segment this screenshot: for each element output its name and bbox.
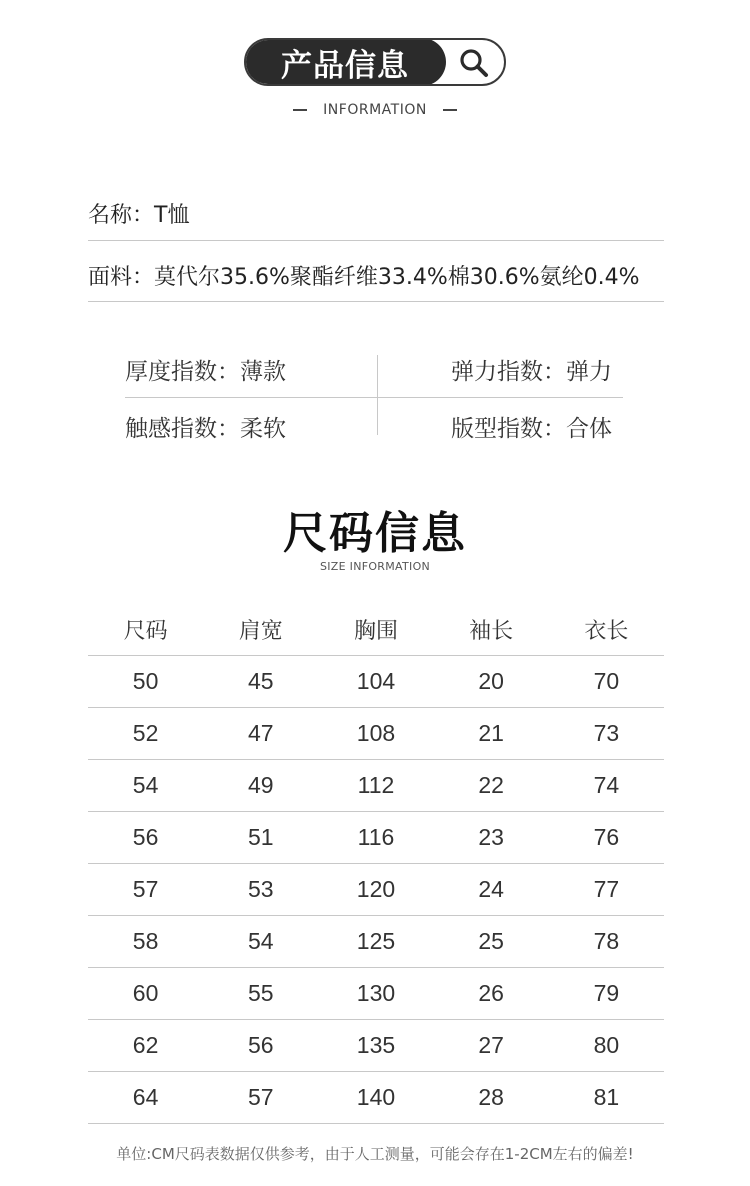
left-dash — [293, 109, 307, 111]
table-cell: 23 — [434, 812, 549, 864]
table-cell: 22 — [434, 760, 549, 812]
grid-divider — [125, 397, 623, 398]
touch-index: 触感指数：柔软 — [125, 416, 286, 442]
table-cell: 50 — [88, 656, 203, 708]
table-cell: 77 — [549, 864, 664, 916]
table-row — [88, 812, 664, 864]
table-cell: 73 — [549, 708, 664, 760]
column-header-length: 衣长 — [549, 604, 664, 656]
table-row — [88, 916, 664, 968]
table-cell: 52 — [88, 708, 203, 760]
table-cell: 79 — [549, 968, 664, 1020]
table-cell: 56 — [88, 812, 203, 864]
table-cell: 80 — [549, 1020, 664, 1072]
table-cell: 57 — [88, 864, 203, 916]
size-section-subtitle: SIZE INFORMATION — [319, 560, 431, 573]
size-section-title: 尺码信息 — [283, 508, 467, 559]
column-header-chest: 胸围 — [318, 604, 433, 656]
table-cell: 76 — [549, 812, 664, 864]
table-cell: 116 — [318, 812, 433, 864]
table-cell: 21 — [434, 708, 549, 760]
table-cell: 54 — [88, 760, 203, 812]
size-table — [88, 604, 664, 1124]
product-name: 名称：T恤 — [88, 203, 190, 228]
table-cell: 55 — [203, 968, 318, 1020]
column-header-size: 尺码 — [88, 604, 203, 656]
table-row — [88, 656, 664, 708]
table-cell: 78 — [549, 916, 664, 968]
table-cell: 27 — [434, 1020, 549, 1072]
column-header-sleeve: 袖长 — [434, 604, 549, 656]
table-cell: 49 — [203, 760, 318, 812]
table-cell: 140 — [318, 1072, 433, 1124]
product-fabric: 面料：莫代尔35.6%聚酯纤维33.4%棉30.6%氨纶0.4% — [88, 265, 640, 290]
table-cell: 20 — [434, 656, 549, 708]
fit-index: 版型指数：合体 — [451, 416, 612, 442]
table-cell: 54 — [203, 916, 318, 968]
header-subtitle — [0, 102, 750, 118]
table-cell: 104 — [318, 656, 433, 708]
elasticity-index: 弹力指数：弹力 — [451, 359, 612, 385]
divider — [88, 301, 664, 302]
table-cell: 57 — [203, 1072, 318, 1124]
table-cell: 64 — [88, 1072, 203, 1124]
table-cell: 135 — [318, 1020, 433, 1072]
table-row — [88, 864, 664, 916]
table-row — [88, 968, 664, 1020]
table-header-row — [88, 604, 664, 656]
table-cell: 74 — [549, 760, 664, 812]
table-cell: 81 — [549, 1072, 664, 1124]
table-cell: 51 — [203, 812, 318, 864]
measurement-note: 单位:CM尺码表数据仅供参考，由于人工测量，可能会存在1-2CM左右的偏差! — [116, 1145, 634, 1163]
table-cell: 112 — [318, 760, 433, 812]
table-cell: 70 — [549, 656, 664, 708]
thickness-index: 厚度指数：薄款 — [125, 359, 286, 385]
table-row — [88, 1020, 664, 1072]
table-cell: 25 — [434, 916, 549, 968]
column-header-shoulder: 肩宽 — [203, 604, 318, 656]
search-icon[interactable] — [457, 46, 491, 80]
table-cell: 120 — [318, 864, 433, 916]
table-cell: 24 — [434, 864, 549, 916]
table-cell: 60 — [88, 968, 203, 1020]
table-row — [88, 1072, 664, 1124]
table-cell: 53 — [203, 864, 318, 916]
header-subtitle-text: INFORMATION — [323, 102, 427, 118]
grid-vertical-divider — [377, 355, 378, 435]
divider — [88, 240, 664, 241]
header-pill — [244, 38, 506, 86]
table-row — [88, 760, 664, 812]
table-cell: 130 — [318, 968, 433, 1020]
table-cell: 58 — [88, 916, 203, 968]
table-cell: 62 — [88, 1020, 203, 1072]
table-cell: 47 — [203, 708, 318, 760]
page-title: 产品信息 — [244, 38, 446, 86]
table-cell: 125 — [318, 916, 433, 968]
table-cell: 108 — [318, 708, 433, 760]
table-cell: 26 — [434, 968, 549, 1020]
table-cell: 56 — [203, 1020, 318, 1072]
right-dash — [443, 109, 457, 111]
table-cell: 28 — [434, 1072, 549, 1124]
table-row — [88, 708, 664, 760]
table-cell: 45 — [203, 656, 318, 708]
